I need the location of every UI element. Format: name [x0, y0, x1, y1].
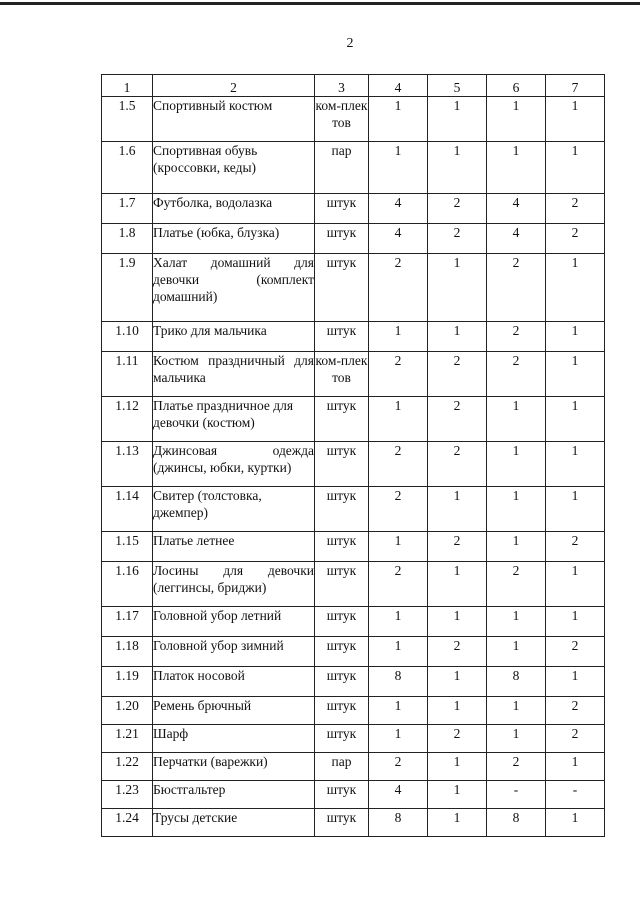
value-col-5: 2 [428, 397, 487, 442]
value-col-4: 1 [369, 97, 428, 142]
value-col-4: 4 [369, 194, 428, 224]
table-row [102, 142, 605, 194]
value-col-6: 1 [487, 442, 546, 487]
row-number: 1.6 [102, 142, 153, 194]
item-name: Лосины для девочки (леггинсы, бриджи) [153, 562, 315, 607]
value-col-5: 1 [428, 607, 487, 637]
items-table [101, 74, 605, 837]
value-col-6: 1 [487, 607, 546, 637]
row-number: 1.15 [102, 532, 153, 562]
value-col-5: 1 [428, 562, 487, 607]
value-col-5: 1 [428, 322, 487, 352]
value-col-7: 1 [546, 753, 605, 781]
table-row [102, 224, 605, 254]
value-col-7: 1 [546, 809, 605, 837]
item-name: Костюм праздничный для мальчика [153, 352, 315, 397]
item-name: Платье (юбка, блузка) [153, 224, 315, 254]
table-row [102, 442, 605, 487]
value-col-4: 1 [369, 532, 428, 562]
value-col-4: 1 [369, 697, 428, 725]
value-col-7: 1 [546, 667, 605, 697]
row-number: 1.7 [102, 194, 153, 224]
item-unit: штук [315, 442, 369, 487]
value-col-5: 1 [428, 781, 487, 809]
table-row [102, 725, 605, 753]
item-unit: штук [315, 697, 369, 725]
value-col-5: 2 [428, 352, 487, 397]
header-cell-3: 3 [315, 75, 369, 97]
value-col-6: 2 [487, 753, 546, 781]
item-unit: штук [315, 607, 369, 637]
item-unit: штук [315, 725, 369, 753]
item-name: Свитер (толстовка, джемпер) [153, 487, 315, 532]
item-unit: штук [315, 532, 369, 562]
value-col-4: 2 [369, 352, 428, 397]
table-row [102, 753, 605, 781]
row-number: 1.22 [102, 753, 153, 781]
header-cell-2: 2 [153, 75, 315, 97]
value-col-6: 1 [487, 97, 546, 142]
value-col-4: 8 [369, 667, 428, 697]
top-border-line [0, 2, 640, 5]
value-col-4: 2 [369, 753, 428, 781]
table-row [102, 809, 605, 837]
page-number: 2 [346, 36, 354, 51]
value-col-6: 1 [487, 725, 546, 753]
row-number: 1.8 [102, 224, 153, 254]
value-col-7: 1 [546, 97, 605, 142]
row-number: 1.9 [102, 254, 153, 322]
table-row [102, 532, 605, 562]
value-col-7: 1 [546, 142, 605, 194]
item-unit: штук [315, 667, 369, 697]
item-unit: штук [315, 637, 369, 667]
value-col-5: 1 [428, 697, 487, 725]
table-row [102, 637, 605, 667]
value-col-6: 4 [487, 194, 546, 224]
value-col-4: 1 [369, 725, 428, 753]
value-col-6: 8 [487, 809, 546, 837]
item-unit: штук [315, 397, 369, 442]
item-name: Головной убор летний [153, 607, 315, 637]
value-col-5: 2 [428, 532, 487, 562]
value-col-7: 1 [546, 487, 605, 532]
row-number: 1.10 [102, 322, 153, 352]
value-col-7: 2 [546, 224, 605, 254]
value-col-5: 2 [428, 194, 487, 224]
table-header-row [102, 75, 605, 97]
value-col-6: 2 [487, 352, 546, 397]
header-cell-4: 4 [369, 75, 428, 97]
row-number: 1.18 [102, 637, 153, 667]
value-col-5: 1 [428, 753, 487, 781]
value-col-7: 1 [546, 442, 605, 487]
item-unit: пар [315, 753, 369, 781]
value-col-5: 2 [428, 725, 487, 753]
item-name: Спортивный костюм [153, 97, 315, 142]
row-number: 1.14 [102, 487, 153, 532]
value-col-7: 1 [546, 607, 605, 637]
value-col-7: 1 [546, 352, 605, 397]
table-row [102, 254, 605, 322]
value-col-7: 1 [546, 562, 605, 607]
value-col-7: - [546, 781, 605, 809]
item-name: Перчатки (варежки) [153, 753, 315, 781]
row-number: 1.23 [102, 781, 153, 809]
value-col-4: 1 [369, 637, 428, 667]
value-col-7: 2 [546, 194, 605, 224]
header-cell-6: 6 [487, 75, 546, 97]
item-unit: штук [315, 487, 369, 532]
value-col-6: 8 [487, 667, 546, 697]
item-name: Платье летнее [153, 532, 315, 562]
value-col-5: 1 [428, 254, 487, 322]
row-number: 1.13 [102, 442, 153, 487]
value-col-6: 1 [487, 532, 546, 562]
value-col-4: 1 [369, 397, 428, 442]
value-col-7: 2 [546, 532, 605, 562]
value-col-5: 1 [428, 487, 487, 532]
row-number: 1.19 [102, 667, 153, 697]
item-name: Шарф [153, 725, 315, 753]
table-row [102, 97, 605, 142]
row-number: 1.20 [102, 697, 153, 725]
row-number: 1.5 [102, 97, 153, 142]
item-unit: штук [315, 781, 369, 809]
value-col-6: 4 [487, 224, 546, 254]
value-col-6: 1 [487, 397, 546, 442]
value-col-7: 1 [546, 254, 605, 322]
value-col-4: 1 [369, 607, 428, 637]
value-col-4: 2 [369, 562, 428, 607]
value-col-6: 1 [487, 697, 546, 725]
table-row [102, 781, 605, 809]
value-col-7: 2 [546, 725, 605, 753]
table-row [102, 697, 605, 725]
item-name: Головной убор зимний [153, 637, 315, 667]
item-name: Бюстгальтер [153, 781, 315, 809]
value-col-4: 4 [369, 224, 428, 254]
item-unit: штук [315, 562, 369, 607]
table-row [102, 562, 605, 607]
item-name: Джинсовая одежда (джинсы, юбки, куртки) [153, 442, 315, 487]
value-col-5: 1 [428, 809, 487, 837]
item-unit: штук [315, 224, 369, 254]
value-col-5: 1 [428, 97, 487, 142]
item-name: Платье праздничное для девочки (костюм) [153, 397, 315, 442]
item-name: Спортивная обувь (кроссовки, кеды) [153, 142, 315, 194]
value-col-6: 1 [487, 637, 546, 667]
value-col-7: 1 [546, 322, 605, 352]
item-name: Платок носовой [153, 667, 315, 697]
value-col-6: 2 [487, 322, 546, 352]
value-col-6: 2 [487, 562, 546, 607]
item-name: Футболка, водолазка [153, 194, 315, 224]
value-col-6: 1 [487, 142, 546, 194]
table-row [102, 487, 605, 532]
value-col-5: 1 [428, 667, 487, 697]
row-number: 1.21 [102, 725, 153, 753]
value-col-4: 2 [369, 487, 428, 532]
value-col-5: 2 [428, 442, 487, 487]
row-number: 1.17 [102, 607, 153, 637]
value-col-6: - [487, 781, 546, 809]
value-col-5: 2 [428, 224, 487, 254]
table-row [102, 194, 605, 224]
item-name: Халат домашний для девочки (комплект домашний) [153, 254, 315, 322]
value-col-4: 2 [369, 254, 428, 322]
row-number: 1.12 [102, 397, 153, 442]
item-unit: штук [315, 194, 369, 224]
value-col-4: 8 [369, 809, 428, 837]
value-col-7: 1 [546, 397, 605, 442]
value-col-5: 2 [428, 637, 487, 667]
item-unit: штук [315, 809, 369, 837]
value-col-5: 1 [428, 142, 487, 194]
item-unit: штук [315, 254, 369, 322]
value-col-4: 1 [369, 322, 428, 352]
value-col-4: 1 [369, 142, 428, 194]
item-unit: ком-плектов [315, 97, 369, 142]
value-col-7: 2 [546, 697, 605, 725]
item-unit: пар [315, 142, 369, 194]
item-name: Трусы детские [153, 809, 315, 837]
table-row [102, 322, 605, 352]
value-col-4: 2 [369, 442, 428, 487]
value-col-7: 2 [546, 637, 605, 667]
item-unit: ком-плектов [315, 352, 369, 397]
value-col-6: 1 [487, 487, 546, 532]
item-unit: штук [315, 322, 369, 352]
header-cell-7: 7 [546, 75, 605, 97]
row-number: 1.24 [102, 809, 153, 837]
item-name: Трико для мальчика [153, 322, 315, 352]
table-row [102, 667, 605, 697]
header-cell-1: 1 [102, 75, 153, 97]
table-row [102, 352, 605, 397]
table-row [102, 607, 605, 637]
row-number: 1.16 [102, 562, 153, 607]
table-row [102, 397, 605, 442]
row-number: 1.11 [102, 352, 153, 397]
value-col-6: 2 [487, 254, 546, 322]
header-cell-5: 5 [428, 75, 487, 97]
value-col-4: 4 [369, 781, 428, 809]
item-name: Ремень брючный [153, 697, 315, 725]
